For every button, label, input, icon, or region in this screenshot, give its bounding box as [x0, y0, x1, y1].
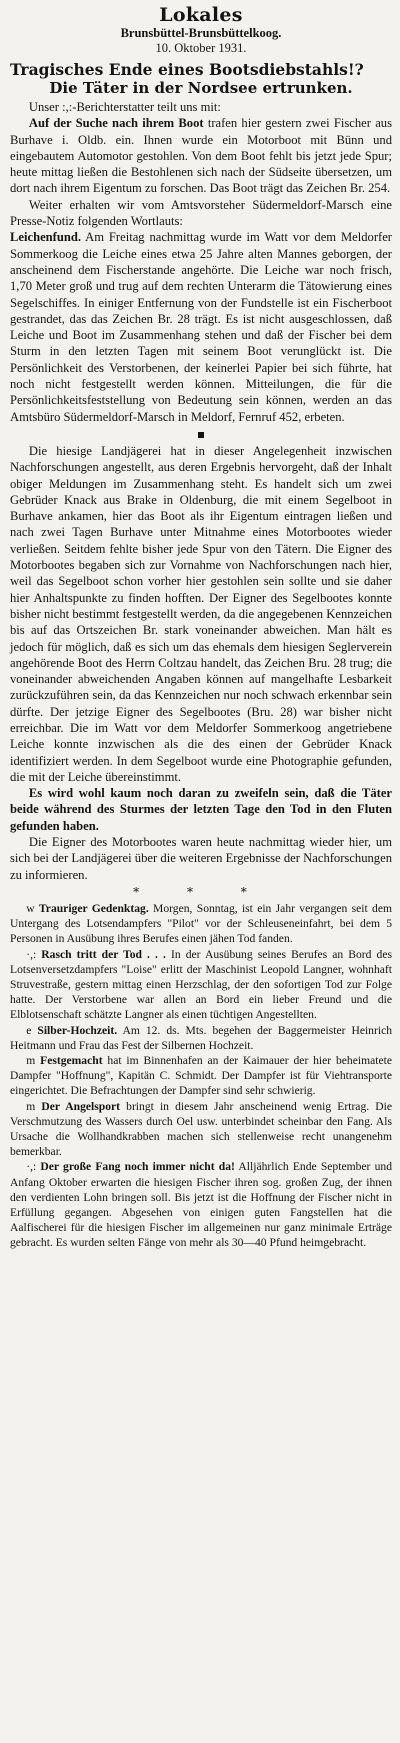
local-note	[10, 947, 392, 1023]
article-paragraph	[10, 229, 392, 425]
note-text: hat im Binnenhafen an der Kaimauer der hier beheimatete Dampfer "Hoffnung", Kapitän C. Schmidt. Der Dampfer ist für Viehtransporte eingerichtet. Die Befrachtungen der Dampfer sind sehr schwierig.	[10, 1053, 392, 1098]
local-note	[10, 1053, 392, 1099]
note-lead: Der große Fang noch immer nicht da!	[40, 1160, 235, 1174]
paragraph-lead: Leichenfund.	[10, 230, 82, 245]
article-paragraph: Weiter erhalten wir vom Amtsvorsteher Südermeldorf-Marsch eine Presse-Notiz folgenden Wortlauts:	[10, 197, 392, 229]
paragraph-bold-text: Es wird wohl kaum noch daran zu zweifeln sein, daß die Täter beide während des Sturmes der letzten Tage den Tod in den Fluten gefunden haben.	[10, 786, 392, 833]
note-text: Morgen, Sonntag, ist ein Jahr vergangen seit dem Untergang des Lotsendampfers "Pilot" vor der Schleuseneinfahrt, bei dem 5 Personen in Ausübung ihres Berufes einen jähen Tod fanden.	[10, 901, 393, 946]
square-separator-mark	[198, 432, 204, 438]
note-mark: e	[26, 1023, 32, 1037]
local-note	[10, 1159, 392, 1250]
note-mark: ·,:	[26, 947, 37, 961]
local-note	[10, 901, 392, 947]
subhead: Brunsbüttel-Brunsbüttelkoog.	[120, 26, 282, 40]
note-mark: m	[26, 1099, 36, 1113]
note-lead: Rasch tritt der Tod . . .	[41, 947, 166, 961]
asterism-separator: * * *	[133, 884, 269, 899]
note-text: Am 12. ds. Mts. begehen der Baggermeister Heinrich Heitmann und Frau das Fest der Silbernen Hochzeit.	[10, 1023, 393, 1052]
article-paragraph	[10, 785, 392, 834]
headline: Tragisches Ende eines Bootsdiebstahls!?	[10, 60, 364, 79]
dateline: 10. Oktober 1931.	[155, 41, 247, 55]
square-separator	[10, 425, 392, 443]
article-paragraph	[10, 115, 392, 196]
paragraph-text: trafen hier gestern zwei Fischer aus Burhave i. Oldb. ein. Ihnen wurde ein Motorboot mit Bünn und eingebautem Automotor gestohlen. Von dem Boot fehlt bis jetzt jede Spur; heute mittag ließen die Bestohlenen sich nach der Südseite übersetzen, um dort nach ihrem Eigentum zu forschen. Das Boot trägt das Zeichen Br. 254.	[10, 116, 392, 196]
note-lead: Der Angelsport	[41, 1099, 121, 1113]
paragraph-lead: Auf der Suche nach ihrem Boot	[28, 116, 204, 131]
article-paragraph: Unser :,:-Berichterstatter teilt uns mit:	[28, 100, 221, 114]
note-text: Alljährlich Ende September und Anfang Oktober erwarten die hiesigen Fischer ihren sog. großen Zug, der ihnen den verdienten Lohn bringen soll. Bis jetzt ist die Hoffnung der Fischer nicht in Erfüllung gegangen. Abgesehen von einigen guten Fangstellen hat die Aalfischerei für die hiesigen Fischer im allgemeinen nur ganz minimale Erträge gebracht. Es wurden selten Fänge von mehr als 30—40 Pfund heimgebracht.	[10, 1160, 392, 1250]
note-mark: ·,:	[26, 1160, 37, 1174]
masthead: Lokales	[159, 4, 243, 26]
local-notes	[10, 901, 392, 1251]
article-paragraph: Die hiesige Landjägerei hat in dieser Angelegenheit inzwischen Nachforschungen angestellt, aus deren Ergebnis hervorgeht, daß der Inhalt obiger Meldungen im Zusammenhang steht. Es handelt sich um zwei Gebrüder Knack aus Brake in Oldenburg, die mit einem Segelboot in Burhave ankamen, hier das Boot als ihr Eigentum eintragen ließen und nach zwei Tagen Burhave unter Mitnahme eines Motorbootes wieder verließen. Seitdem fehlte bisher jede Spur von den Tätern. Die Eigner des Motorbootes begaben sich zur Vornahme von Nachforschungen nach hier, weil das Segelboot schon vorher hier gestohlen sein sollte und sie daher hier Anhaltspunkte zu finden hofften. Der Eigner des Segelbootes konnte bisher nicht bestimmt festgestellt werden, da die angegebenen Kennzeichen bis auf das Ortszeichen Br. stark voneinander abweichen. Man hält es jedoch für möglich, daß es sich um das ehemals dem hiesigen Seglerverein angehörende Boot des Herrn Coltzau handelt, das Zeichen Bru. 28 trug; die voneinander abweichenden Angaben können auf mangelhafte Lesbarkeit zurückzuführen sein, da das Kennzeichen nur noch schwach erkennbar sein dürfte. Der jetzige Eigner des Segelbootes (Bru. 28) war bisher nicht erreichbar. Die im Watt vor dem Meldorfer Sommerkoog angetriebene Leiche konnte inzwischen als die des einen der Gebrüder Knack identifiziert werden. In dem Segelboot wurde eine Photographie gefunden, die mit der Leiche übereinstimmt.	[10, 443, 392, 784]
subheadline: Die Täter in der Nordsee ertrunken.	[49, 79, 353, 97]
note-lead: Festgemacht	[40, 1053, 103, 1067]
note-mark: m	[26, 1053, 36, 1067]
local-note	[10, 1099, 392, 1160]
note-text: In der Ausübung seines Berufes an Bord des Lotsenversetzdampfers "Loise" erlitt der Maschinist Leopold Langner, wohnhaft Struvestraße, gestern mittag einen Herzschlag, der den sofortigen Tod zur Folge hatte. Der Verstorbene war allen an Bord ein lieber Freund und die Elblotsenschaft schätzte Langner als einen tüchtigen Angestellten.	[10, 947, 392, 1022]
article-paragraph: Die Eigner des Motorbootes waren heute nachmittag wieder hier, um sich bei der Landjägerei über die weiteren Ergebnisse der Nachforschungen zu informieren.	[10, 835, 392, 882]
article-body	[10, 99, 392, 883]
note-text: bringt in diesem Jahr anscheinend wenig Ertrag. Die Verschmutzung des Wassers durch Oel usw. unterbindet scheinbar den Fang. Als Ursache die Wollhandkrabben machen sich stellenweise recht unangenehm bemerkbar.	[10, 1099, 392, 1159]
local-note	[10, 1023, 392, 1053]
paragraph-text: Am Freitag nachmittag wurde im Watt vor dem Meldorfer Sommerkoog die Leiche eines etwa 25 Jahre alten Mannes geborgen, der anscheinend dem Fischerstande angehörte. Die Leiche war noch frisch, 1,70 Meter groß und trug auf dem rechten Unterarm die Tätowierung eines Segelschiffes. In einiger Entfernung von der Fundstelle ist ein Fischerboot gestrandet, das das Zeichen Br. 28 trägt. Es ist nicht ausgeschlossen, daß Leiche und Boot im Zusammenhang stehen und daß der Fischer bei dem Sturm in den letzten Tagen mit seinem Boot verunglückt ist. Die Persönlichkeit des Verstorbenen, der keinerlei Papier bei sich führte, hat noch nicht festgestellt werden können. Mitteilungen, die für die Persönlichkeitsfeststellung von Bedeutung sein können, werden an das Amtsbüro Südermeldorf-Marsch in Meldorf, Fernruf 452, erbeten.	[10, 230, 392, 424]
note-lead: Silber-Hochzeit.	[37, 1023, 118, 1037]
note-mark: w	[26, 901, 35, 915]
note-lead: Trauriger Gedenktag.	[38, 901, 149, 915]
